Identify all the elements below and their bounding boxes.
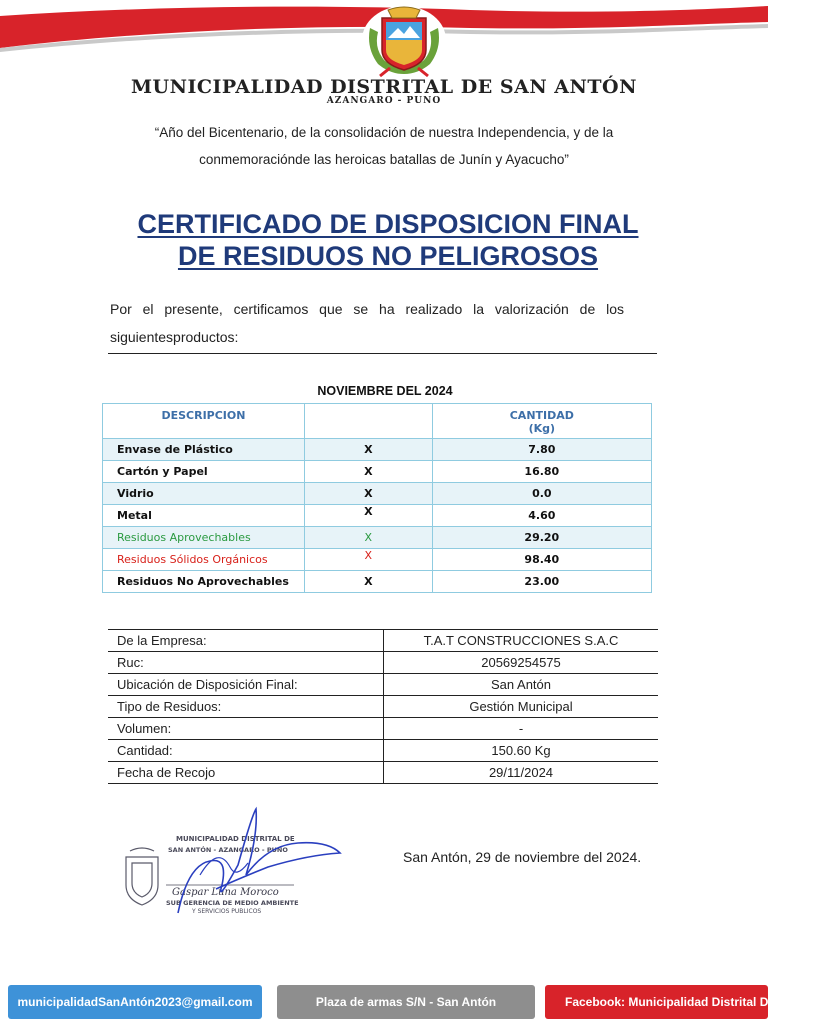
footer-email: municipalidadSanAntón2023@gmail.com	[8, 985, 262, 1019]
row-description: Envase de Plástico	[103, 439, 305, 461]
row-quantity: 23.00	[432, 571, 651, 593]
row-description: Residuos Sólidos Orgánicos	[103, 549, 305, 571]
detail-value: 150.60 Kg	[384, 740, 659, 762]
table-row	[103, 461, 652, 483]
certificate-title-line-1: CERTIFICADO DE DISPOSICION FINAL	[137, 209, 639, 239]
detail-value: T.A.T CONSTRUCCIONES S.A.C	[384, 630, 659, 652]
detail-value: Gestión Municipal	[384, 696, 659, 718]
column-header-description-label: DESCRIPCION	[161, 409, 246, 422]
divider	[108, 353, 657, 354]
detail-label: Fecha de Recojo	[108, 762, 384, 784]
row-mark: X	[304, 461, 432, 483]
motto-line-2: conmemoraciónde las heroicas batallas de Junín y Ayacucho”	[199, 152, 569, 167]
detail-label: Volumen:	[108, 718, 384, 740]
signer-role-line-1: SUB GERENCIA DE MEDIO AMBIENTE	[166, 899, 299, 907]
signer-role-line-2: Y SERVICIOS PUBLICOS	[192, 908, 262, 915]
table-row	[108, 674, 658, 696]
detail-label: Ubicación de Disposición Final:	[108, 674, 384, 696]
column-header-quantity	[432, 404, 651, 439]
row-quantity: 7.80	[432, 439, 651, 461]
table-row	[103, 571, 652, 593]
period-heading: NOVIEMBRE DEL 2024	[317, 384, 453, 398]
row-quantity: 16.80	[432, 461, 651, 483]
municipal-crest-icon	[360, 4, 448, 78]
municipality-name: MUNICIPALIDAD DISTRITAL DE SAN ANTÓN	[131, 76, 637, 98]
detail-label: De la Empresa:	[108, 630, 384, 652]
row-mark: X	[304, 527, 432, 549]
row-quantity: 0.0	[432, 483, 651, 505]
table-row	[108, 696, 658, 718]
table-row	[108, 740, 658, 762]
table-row	[108, 652, 658, 674]
municipality-location: AZANGARO - PUNO	[326, 96, 442, 106]
detail-label: Cantidad:	[108, 740, 384, 762]
waste-items-table	[102, 403, 652, 593]
detail-label: Tipo de Residuos:	[108, 696, 384, 718]
detail-value: 29/11/2024	[384, 762, 659, 784]
footer-facebook: Facebook: Municipalidad Distrital De San Antón	[545, 985, 768, 1019]
stamp-line-1: MUNICIPALIDAD DISTRITAL DE	[176, 835, 295, 843]
row-mark: X	[304, 549, 432, 571]
row-mark: X	[304, 571, 432, 593]
certificate-title-line-2: DE RESIDUOS NO PELIGROSOS	[177, 241, 599, 271]
detail-value: -	[384, 718, 659, 740]
row-mark: X	[304, 505, 432, 527]
footer-address: Plaza de armas S/N - San Antón	[277, 985, 535, 1019]
collection-details-table	[108, 629, 658, 784]
row-description: Vidrio	[103, 483, 305, 505]
row-mark: X	[304, 483, 432, 505]
row-mark: X	[304, 439, 432, 461]
row-quantity: 98.40	[432, 549, 651, 571]
column-header-quantity-unit: (Kg)	[528, 422, 556, 435]
table-row	[103, 549, 652, 571]
column-header-description	[103, 404, 305, 439]
column-header-quantity-label: CANTIDAD	[509, 409, 574, 422]
stamp-line-2: SAN ANTÓN - AZANGARO - PUNO	[168, 846, 288, 854]
table-row	[108, 762, 658, 784]
detail-value: San Antón	[384, 674, 659, 696]
table-row	[108, 630, 658, 652]
table-row	[103, 527, 652, 549]
detail-value: 20569254575	[384, 652, 659, 674]
motto-line-1: “Año del Bicentenario, de la consolidación de nuestra Independencia, y de la	[154, 125, 614, 140]
row-quantity: 4.60	[432, 505, 651, 527]
certificate-title	[0, 208, 776, 272]
row-description: Residuos Aprovechables	[103, 527, 305, 549]
signer-name: Gaspar Luna Moroco	[172, 887, 279, 898]
table-row	[103, 505, 652, 527]
table-row	[103, 483, 652, 505]
table-row	[103, 439, 652, 461]
table-header-row	[103, 404, 652, 439]
detail-label: Ruc:	[108, 652, 384, 674]
row-description: Metal	[103, 505, 305, 527]
row-description: Cartón y Papel	[103, 461, 305, 483]
row-quantity: 29.20	[432, 527, 651, 549]
place-and-date: San Antón, 29 de noviembre del 2024.	[403, 849, 642, 865]
row-description: Residuos No Aprovechables	[103, 571, 305, 593]
column-header-mark	[304, 404, 432, 439]
intro-paragraph: Por el presente, certificamos que se ha realizado la valorización de los siguientesproductos:	[110, 301, 624, 345]
year-motto	[120, 119, 648, 173]
table-row	[108, 718, 658, 740]
signature-stamp-icon	[118, 805, 348, 925]
